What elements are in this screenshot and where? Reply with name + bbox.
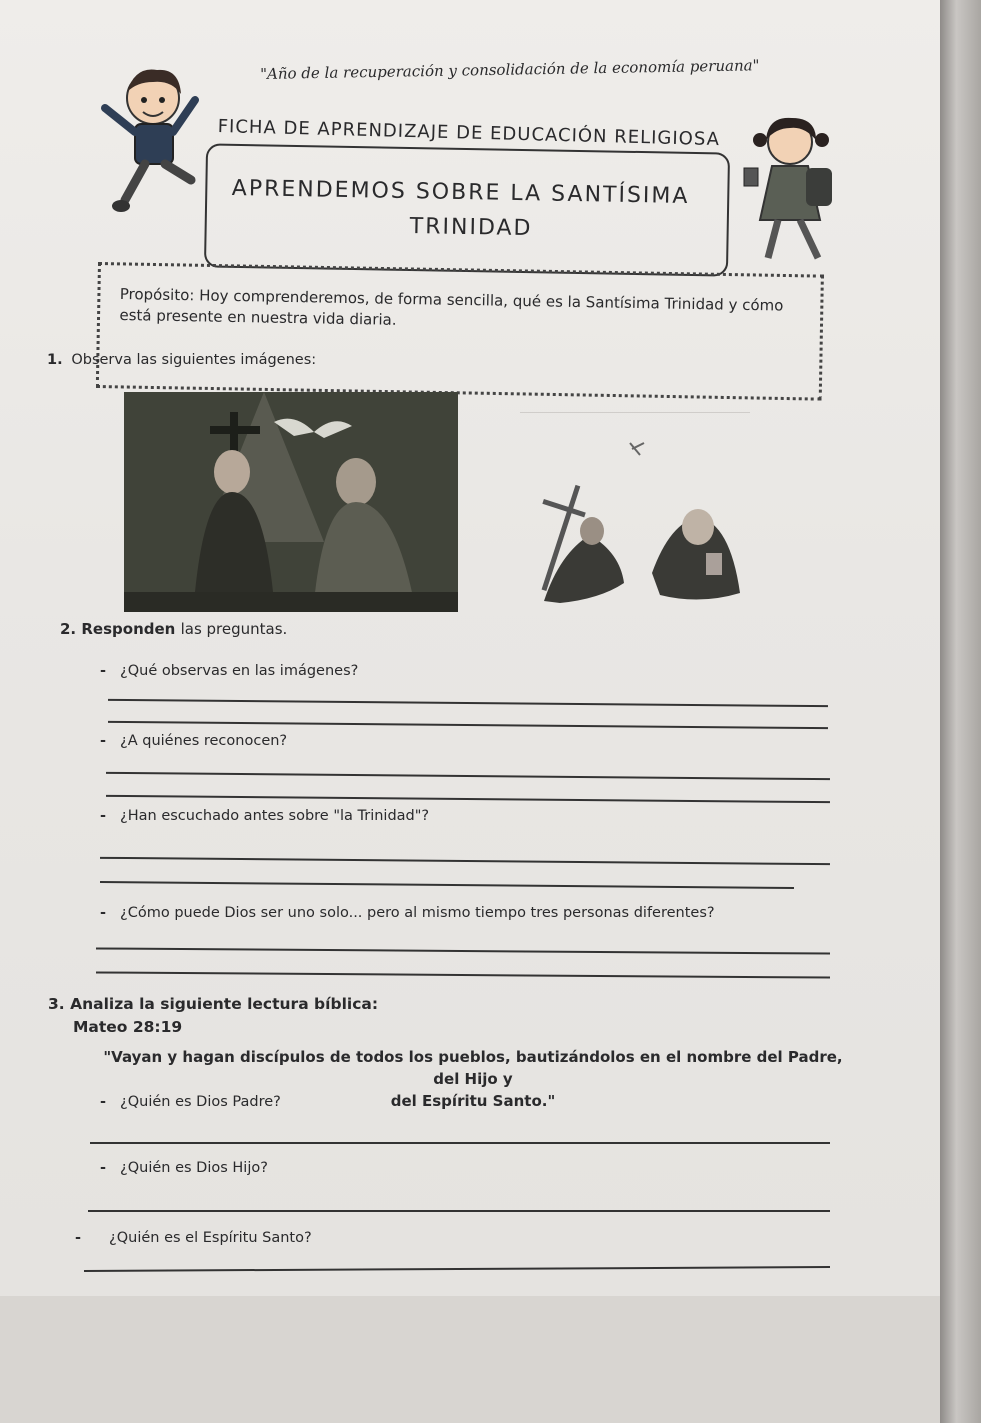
section3-heading <box>48 995 378 1013</box>
question-3-3: - ¿Quién es el Espíritu Santo? <box>75 1230 312 1246</box>
section1-text: Observa las siguientes imágenes: <box>71 352 317 368</box>
binder-edge <box>940 0 981 1423</box>
question-text: ¿Cómo puede Dios ser uno solo... pero al mismo tiempo tres personas diferentes? <box>120 905 715 921</box>
trinity-sketch-image <box>520 412 750 613</box>
verse-line1: "Vayan y hagan discípulos de todos los pueblos, bautizándolos en el nombre del Padre, del Hijo y <box>103 1048 843 1088</box>
answer-line[interactable] <box>88 1210 830 1212</box>
question-text: ¿Quién es Dios Padre? <box>120 1094 281 1110</box>
worksheet-title: FICHA DE APRENDIZAJE DE EDUCACIÓN RELIGIOSA <box>217 116 721 151</box>
section2-heading-rest: las preguntas. <box>180 620 288 638</box>
section2-heading-word: Responden <box>81 620 176 638</box>
question-2-3: - ¿Han escuchado antes sobre "la Trinidad"? <box>100 808 430 824</box>
section3-heading-text: Analiza la siguiente lectura bíblica: <box>70 995 379 1013</box>
question-2-1: - ¿Qué observas en las imágenes? <box>100 663 359 679</box>
bible-reference: Mateo 28:19 <box>73 1018 183 1036</box>
girl-illustration <box>738 110 848 270</box>
question-3-2: - ¿Quién es Dios Hijo? <box>100 1160 268 1176</box>
question-2-4: - ¿Cómo puede Dios ser uno solo... pero al mismo tiempo tres personas diferentes? <box>100 905 715 921</box>
purpose-label: Propósito: <box>119 284 195 305</box>
main-title-line2: TRINIDAD <box>409 214 533 242</box>
verse-line2: del Espíritu Santo." <box>390 1092 556 1110</box>
purpose-body: Hoy comprenderemos, de forma sencilla, qué es la Santísima Trinidad y cómo está presente en nuestra vida diaria. <box>119 286 784 329</box>
year-motto: "Año de la recuperación y consolidación de la economía peruana" <box>260 56 760 83</box>
boy-illustration <box>95 60 205 220</box>
question-2-2: - ¿A quiénes reconocen? <box>100 733 288 749</box>
section1-heading <box>47 352 316 368</box>
answer-line[interactable] <box>90 1142 830 1144</box>
title-box <box>204 143 730 276</box>
trinity-painting-image <box>124 392 458 612</box>
question-text: ¿Quién es Dios Hijo? <box>120 1160 268 1176</box>
section2-heading <box>60 620 287 638</box>
page-lower-edge <box>0 1296 940 1423</box>
section2-number: 2. <box>60 620 77 638</box>
section3-number: 3. <box>48 995 65 1013</box>
question-text: ¿Quién es el Espíritu Santo? <box>109 1230 312 1246</box>
question-text: ¿Qué observas en las imágenes? <box>120 663 359 679</box>
question-text: ¿A quiénes reconocen? <box>120 733 288 749</box>
question-3-1: - ¿Quién es Dios Padre? <box>100 1094 281 1110</box>
question-text: ¿Han escuchado antes sobre "la Trinidad"? <box>120 808 430 824</box>
main-title-line1: APRENDEMOS SOBRE LA SANTÍSIMA <box>231 176 690 209</box>
section1-number: 1. <box>47 352 63 368</box>
